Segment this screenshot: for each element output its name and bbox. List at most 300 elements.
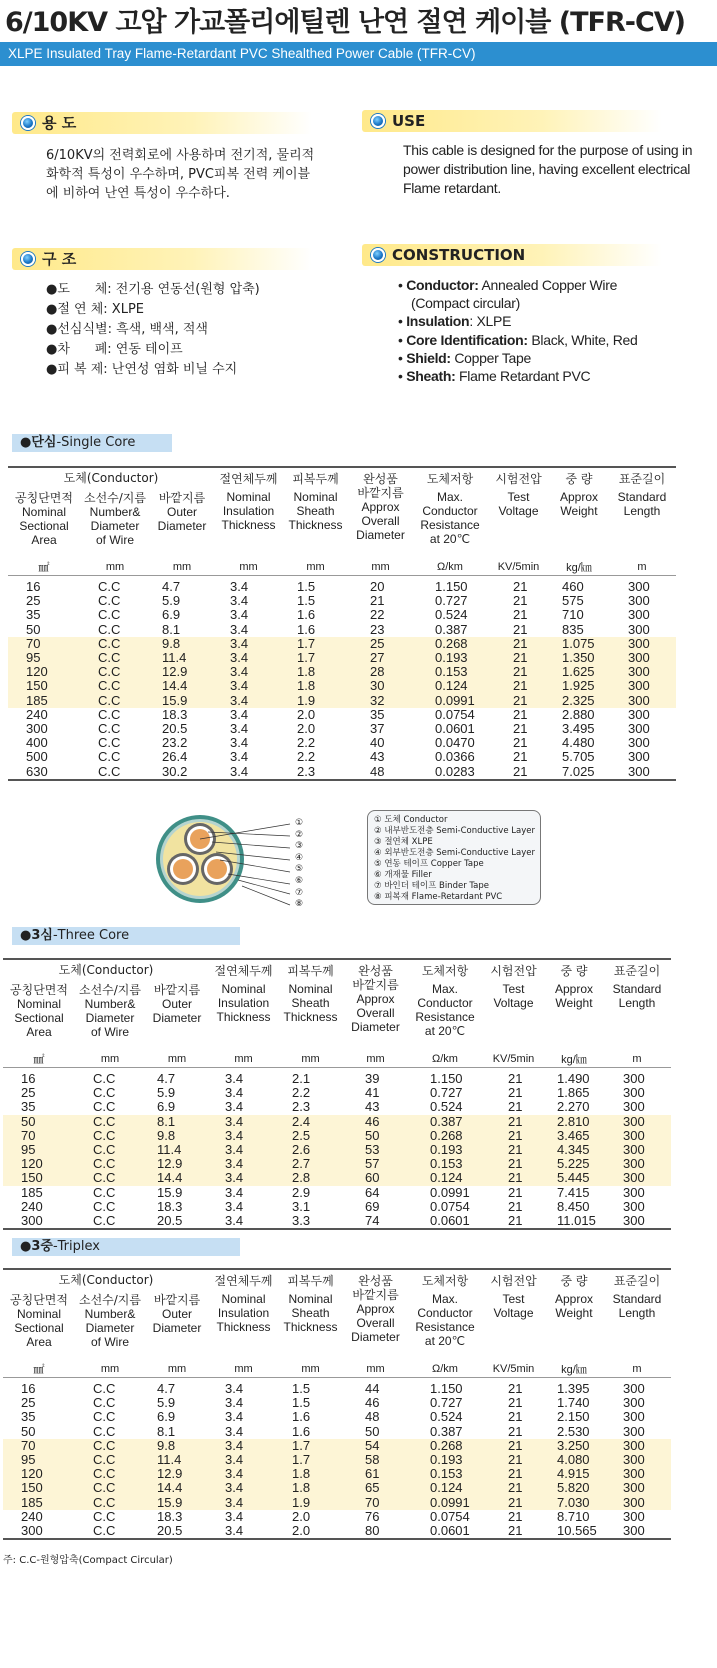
cell-sheath: 1.7 (278, 1453, 343, 1467)
number-label: ③ (295, 841, 304, 852)
unit-cell: mm (278, 1361, 343, 1378)
cell-resistance: 0.524 (435, 607, 468, 623)
cell-voltage: 21 (508, 1071, 523, 1086)
cell-overall-dia: 46 (365, 1395, 380, 1411)
cell-area: 500 (26, 749, 48, 765)
cell-outer-dia: 12.9 (145, 1467, 209, 1481)
cell-sheath: 2.8 (278, 1171, 343, 1185)
bullet-icon: ● (20, 928, 32, 943)
bullet-icon: ● (20, 1239, 32, 1254)
cell-outer-dia: 8.1 (157, 1423, 176, 1439)
header-insulation: 절연체두께 Nominal Insulation Thickness (214, 964, 273, 1024)
cell-resistance: 0.0366 (435, 749, 475, 765)
cell-wire: C.C (75, 1524, 145, 1539)
table-row (3, 1467, 671, 1481)
unit-cell: mm (80, 559, 150, 576)
cell-weight: 1.395 (557, 1381, 590, 1396)
cell-overall-dia: 58 (343, 1453, 408, 1467)
cell-wire: C.C (93, 1381, 116, 1396)
cell-insulation: 3.4 (230, 621, 249, 637)
cell-sheath: 2.0 (297, 721, 316, 737)
cell-resistance: 0.0991 (408, 1496, 482, 1510)
cell-wire: C.C (98, 579, 121, 594)
cell-sheath: 2.7 (278, 1157, 343, 1171)
table-row (3, 1143, 671, 1157)
cell-wire: C.C (80, 665, 150, 679)
unit-cell: mm (150, 559, 214, 576)
cell-area: 185 (21, 1184, 43, 1200)
list-item: ●피 복 제: 난연성 염화 비닐 수지 (46, 362, 238, 377)
cell-resistance: 0.727 (430, 1085, 463, 1101)
cell-area: 150 (3, 1481, 75, 1495)
cell-insulation: 3.4 (230, 749, 249, 765)
cell-length: 300 (603, 1453, 671, 1467)
cell-area: 25 (26, 593, 41, 609)
table-row (8, 765, 676, 780)
header-conductor: 도체(Conductor) (58, 963, 154, 977)
cell-insulation: 3.4 (209, 1115, 278, 1129)
cell-area: 25 (21, 1395, 36, 1411)
cell-resistance: 0.0601 (435, 721, 475, 737)
cell-weight: 4.345 (545, 1143, 603, 1157)
list-item: ●도 체: 전기용 연동선(원형 압축) (46, 282, 260, 297)
table-row (3, 1157, 671, 1171)
cell-overall-dia: 30 (348, 679, 413, 693)
cell-weight: 4.480 (562, 735, 595, 751)
list-item-term: Insulation (406, 313, 470, 330)
cell-overall-dia: 61 (343, 1467, 408, 1481)
table-row (3, 1129, 671, 1143)
cell-outer-dia: 8.1 (162, 621, 181, 637)
cell-weight: 5.705 (562, 749, 595, 765)
header-outer-diameter: 바깥지름 Outer Diameter (152, 983, 202, 1025)
unit-cell: ㎟ (3, 1051, 75, 1068)
cell-insulation: 3.4 (230, 593, 249, 609)
cell-voltage: 21 (482, 1129, 545, 1143)
cell-resistance: 0.124 (413, 679, 487, 693)
cell-overall-dia: 50 (365, 1423, 380, 1439)
cell-sheath: 2.3 (292, 1099, 311, 1115)
table-row (3, 1453, 671, 1467)
cell-voltage: 21 (513, 706, 528, 722)
cell-overall-dia: 43 (365, 1099, 380, 1115)
bullet-circle-icon (21, 116, 35, 130)
table-row (8, 750, 676, 764)
table-row (3, 1100, 671, 1114)
cell-overall-dia: 53 (343, 1143, 408, 1157)
unit-cell: mm (348, 559, 413, 576)
cell-voltage: 21 (508, 1099, 523, 1115)
cell-voltage: 21 (482, 1171, 545, 1185)
cell-voltage: 21 (513, 621, 528, 637)
list-item: • Core Identification: Black, White, Red (398, 331, 638, 348)
cell-overall-dia: 25 (348, 637, 413, 651)
cell-voltage: 21 (487, 637, 550, 651)
cell-weight: 2.810 (545, 1115, 603, 1129)
cell-weight: 3.465 (545, 1129, 603, 1143)
legend-item: ⑥ 개재물 Filler (374, 870, 432, 880)
header-outer-diameter: 바깥지름 Outer Diameter (152, 1293, 202, 1335)
cell-overall-dia: 28 (348, 665, 413, 679)
text-line: power distribution line, having excellent electrical (403, 161, 691, 177)
cell-length: 300 (628, 621, 650, 637)
cell-outer-dia: 9.8 (150, 637, 214, 651)
use-en-text (403, 141, 692, 198)
cell-insulation: 3.4 (230, 706, 249, 722)
cell-outer-dia: 6.9 (162, 607, 181, 623)
cell-voltage: 21 (482, 1157, 545, 1171)
cell-weight: 7.030 (545, 1496, 603, 1510)
cell-wire: C.C (98, 621, 121, 637)
cell-sheath: 1.8 (283, 679, 348, 693)
cell-weight: 575 (562, 593, 584, 609)
cell-resistance: 1.150 (430, 1071, 463, 1086)
cell-weight: 4.915 (545, 1467, 603, 1481)
cell-length: 300 (603, 1115, 671, 1129)
header-insulation: 절연체두께 Nominal Insulation Thickness (214, 1274, 273, 1334)
cell-area: 150 (8, 679, 80, 693)
page-title: 6/10KV 고압 가교폴리에틸렌 난연 절연 케이블 (TFR-CV) (5, 7, 685, 38)
cell-voltage: 21 (513, 593, 528, 609)
header-wire: 소선수/지름 Number& Diameter of Wire (83, 491, 146, 547)
cell-sheath: 1.5 (297, 579, 316, 594)
cell-sheath: 1.7 (278, 1439, 343, 1453)
cell-resistance: 0.727 (430, 1395, 463, 1411)
triplex-label (12, 1238, 240, 1256)
unit-cell: mm (209, 1051, 278, 1068)
cell-sheath: 2.2 (297, 735, 316, 751)
cell-area: 240 (21, 1198, 43, 1214)
list-item: ●선심식별: 흑색, 백색, 적색 (46, 322, 208, 337)
cell-resistance: 1.150 (430, 1381, 463, 1396)
table-row (3, 1186, 671, 1200)
cell-resistance: 0.387 (408, 1115, 482, 1129)
cell-area: 630 (8, 765, 80, 780)
list-item-term: Core Identification: (406, 331, 528, 348)
cell-resistance: 0.524 (430, 1409, 463, 1425)
table-row (3, 1439, 671, 1453)
triplex-table (3, 1268, 671, 1540)
cell-outer-dia: 15.9 (150, 694, 214, 708)
cell-voltage: 21 (513, 579, 528, 594)
cell-insulation: 3.4 (209, 1143, 278, 1157)
use-ko-text (46, 146, 314, 203)
bullet-circle-icon (371, 248, 385, 262)
cell-area: 95 (8, 651, 80, 665)
legend-item: ⑤ 연동 테이프 Copper Tape (374, 859, 484, 869)
cell-sheath: 1.6 (292, 1423, 311, 1439)
cell-weight: 1.350 (550, 651, 608, 665)
cell-area: 50 (21, 1423, 36, 1439)
header-weight: 중 량 Approx Weight (554, 1274, 594, 1320)
cell-insulation: 3.4 (214, 637, 283, 651)
cell-area: 240 (26, 706, 48, 722)
legend-item: ④ 외부반도전층 Semi-Conductive Layer (374, 848, 535, 858)
header-resistance: 도체저항 Max. Conductor Resistance at 20℃ (415, 964, 475, 1038)
unit-cell: mm (343, 1051, 408, 1068)
cell-weight: 5.225 (545, 1157, 603, 1171)
header-length: 표준길이 Standard Length (617, 472, 667, 518)
cell-area: 16 (26, 579, 41, 594)
header-sheath: 피복두께 Nominal Sheath Thickness (283, 1274, 338, 1334)
cell-weight: 3.250 (545, 1439, 603, 1453)
bullet-icon: ● (20, 435, 32, 450)
cell-overall-dia: 20 (370, 579, 385, 594)
header-sectional-area: 공칭단면적 Nominal Sectional Area (15, 491, 73, 547)
table-row (8, 576, 676, 595)
cell-length: 300 (623, 1409, 645, 1425)
cell-length: 300 (623, 1395, 645, 1411)
cell-resistance: 0.0991 (413, 694, 487, 708)
section-construction-en-heading (362, 244, 662, 266)
unit-cell: mm (75, 1051, 145, 1068)
cell-area: 50 (26, 621, 41, 637)
cell-insulation: 3.4 (225, 1071, 244, 1086)
cell-outer-dia: 11.4 (145, 1143, 209, 1157)
unit-cell: Ω/km (408, 1361, 482, 1378)
cell-wire: C.C (93, 1184, 116, 1200)
cell-overall-dia: 57 (343, 1157, 408, 1171)
unit-cell: kg/㎞ (545, 1051, 603, 1068)
legend-item: ③ 절연체 XLPE (374, 837, 433, 847)
cell-outer-dia: 20.5 (145, 1524, 209, 1539)
cell-sheath: 1.7 (283, 637, 348, 651)
cell-wire: C.C (93, 1085, 116, 1101)
cell-resistance: 0.387 (435, 621, 468, 637)
cell-voltage: 21 (482, 1143, 545, 1157)
cell-area: 185 (3, 1496, 75, 1510)
unit-cell: mm (214, 559, 283, 576)
header-sheath: 피복두께 Nominal Sheath Thickness (283, 964, 338, 1024)
cell-overall-dia: 27 (348, 651, 413, 665)
cell-sheath: 1.9 (283, 694, 348, 708)
cell-length: 300 (608, 765, 676, 780)
cell-weight: 835 (562, 621, 584, 637)
cell-insulation: 3.4 (225, 1184, 244, 1200)
cell-wire: C.C (93, 1198, 116, 1214)
cell-resistance: 0.387 (430, 1423, 463, 1439)
cell-resistance: 0.124 (408, 1481, 482, 1495)
cell-wire: C.C (75, 1496, 145, 1510)
unit-cell: mm (209, 1361, 278, 1378)
cell-outer-dia: 8.1 (145, 1115, 209, 1129)
cell-resistance: 0.268 (408, 1129, 482, 1143)
cell-sheath: 1.8 (278, 1481, 343, 1495)
list-item: ●절 연 체: XLPE (46, 302, 144, 317)
cell-insulation: 3.4 (225, 1381, 244, 1396)
cell-length: 300 (628, 735, 650, 751)
cell-outer-dia: 20.5 (145, 1214, 209, 1229)
unit-cell: mm (145, 1361, 209, 1378)
cell-wire: C.C (75, 1129, 145, 1143)
cell-weight: 2.150 (557, 1409, 590, 1425)
list-item-value: : XLPE (469, 313, 512, 330)
label-ko: 단심 (31, 435, 57, 450)
cell-wire: C.C (98, 706, 121, 722)
cell-resistance: 0.0754 (430, 1198, 470, 1214)
cell-outer-dia: 4.7 (162, 579, 181, 594)
cell-resistance: 1.150 (435, 579, 468, 594)
cell-area: 95 (3, 1453, 75, 1467)
cell-voltage: 21 (482, 1524, 545, 1539)
cell-outer-dia: 14.4 (145, 1481, 209, 1495)
cell-length: 300 (628, 593, 650, 609)
cell-voltage: 21 (487, 679, 550, 693)
cell-sheath: 2.3 (283, 765, 348, 780)
cell-outer-dia: 14.4 (150, 679, 214, 693)
cell-wire: C.C (80, 694, 150, 708)
cell-sheath: 1.7 (283, 651, 348, 665)
cell-overall-dia: 70 (343, 1496, 408, 1510)
cell-area: 70 (3, 1129, 75, 1143)
cell-voltage: 21 (487, 665, 550, 679)
table-row (3, 1510, 671, 1524)
cell-weight: 1.740 (557, 1395, 590, 1411)
cell-length: 300 (628, 721, 650, 737)
cell-length: 300 (608, 637, 676, 651)
page-subtitle: XLPE Insulated Tray Flame-Retardant PVC Shealthed Power Cable (TFR-CV) (0, 42, 717, 66)
cell-sheath: 1.8 (278, 1467, 343, 1481)
cell-voltage: 21 (508, 1423, 523, 1439)
text-line: 에 비하여 난연 특성이 우수하다. (46, 186, 230, 201)
header-resistance: 도체저항 Max. Conductor Resistance at 20℃ (415, 1274, 475, 1348)
header-conductor: 도체(Conductor) (63, 471, 159, 485)
cell-resistance: 0.193 (413, 651, 487, 665)
cell-sheath: 1.5 (292, 1381, 311, 1396)
cell-outer-dia: 4.7 (157, 1381, 176, 1396)
list-item-value: Copper Tape (450, 349, 531, 366)
unit-cell: m (603, 1361, 671, 1378)
single-core-table (8, 466, 676, 781)
cell-weight: 7.025 (550, 765, 608, 780)
text-line: 화학적 특성이 우수하며, PVC피복 전력 케이블 (46, 167, 311, 182)
section-title: USE (392, 112, 426, 130)
construction-en-list (398, 276, 638, 385)
number-label: ⑧ (295, 899, 304, 910)
cell-voltage: 21 (482, 1467, 545, 1481)
cell-weight: 1.490 (557, 1071, 590, 1086)
cell-weight: 5.445 (545, 1171, 603, 1185)
list-item: • Insulation: XLPE (398, 313, 512, 330)
list-item: • Sheath: Flame Retardant PVC (398, 368, 591, 385)
cell-length: 300 (603, 1214, 671, 1229)
cell-insulation: 3.4 (209, 1453, 278, 1467)
table-row (3, 1115, 671, 1129)
cell-overall-dia: 48 (365, 1409, 380, 1425)
header-resistance: 도체저항 Max. Conductor Resistance at 20℃ (420, 472, 480, 546)
cell-insulation: 3.4 (209, 1467, 278, 1481)
cell-voltage: 21 (513, 749, 528, 765)
list-item: • Shield: Copper Tape (398, 349, 531, 366)
cell-overall-dia: 40 (370, 735, 385, 751)
cell-length: 300 (603, 1481, 671, 1495)
cell-resistance: 0.0754 (435, 706, 475, 722)
cell-sheath: 2.4 (278, 1115, 343, 1129)
cell-area: 35 (21, 1409, 36, 1425)
cell-outer-dia: 5.9 (157, 1395, 176, 1411)
cell-insulation: 3.4 (214, 665, 283, 679)
core-left (167, 853, 199, 885)
cell-outer-dia: 18.3 (157, 1508, 183, 1524)
header-insulation: 절연체두께 Nominal Insulation Thickness (219, 472, 278, 532)
cell-overall-dia: 54 (343, 1439, 408, 1453)
cell-area: 16 (21, 1381, 36, 1396)
cell-insulation: 3.4 (230, 735, 249, 751)
unit-cell: mm (145, 1051, 209, 1068)
cell-area: 25 (21, 1085, 36, 1101)
three-core-label (12, 927, 240, 945)
cell-resistance: 0.0283 (413, 765, 487, 780)
cell-resistance: 0.0601 (408, 1214, 482, 1229)
cell-voltage: 21 (482, 1453, 545, 1467)
legend-item: ⑦ 바인더 테이프 Binder Tape (374, 881, 490, 891)
label-ko: 3중 (31, 1239, 53, 1254)
cell-weight: 2.270 (557, 1099, 590, 1115)
cell-insulation: 3.4 (225, 1395, 244, 1411)
cell-length: 300 (603, 1171, 671, 1185)
cell-voltage: 21 (487, 765, 550, 780)
cell-length: 300 (603, 1143, 671, 1157)
cell-resistance: 0.0991 (430, 1184, 470, 1200)
cell-area: 70 (3, 1439, 75, 1453)
unit-cell: ㎟ (8, 559, 80, 576)
number-label: ② (295, 829, 304, 840)
core-right (201, 853, 233, 885)
number-label: ⑦ (295, 887, 304, 898)
cell-outer-dia: 15.9 (145, 1496, 209, 1510)
cell-length: 300 (623, 1508, 645, 1524)
cell-overall-dia: 48 (348, 765, 413, 780)
cell-length: 300 (608, 694, 676, 708)
cell-length: 300 (608, 665, 676, 679)
list-item-value: Annealed Copper Wire (478, 277, 618, 293)
cell-wire: C.C (93, 1508, 116, 1524)
table-row (8, 722, 676, 736)
table-row (3, 1396, 671, 1410)
footnote: 주: C.C-원형압축(Compact Circular) (3, 1555, 173, 1566)
cell-sheath: 2.0 (292, 1508, 311, 1524)
list-item-term: Conductor: (406, 277, 479, 293)
cell-overall-dia: 80 (343, 1524, 408, 1539)
cell-area: 240 (21, 1508, 43, 1524)
cell-length: 300 (623, 1085, 645, 1101)
cell-voltage: 21 (482, 1214, 545, 1229)
cell-length: 300 (623, 1099, 645, 1115)
cell-length: 300 (603, 1439, 671, 1453)
table-row (3, 1410, 671, 1424)
cell-overall-dia: 43 (370, 749, 385, 765)
cell-area: 300 (3, 1524, 75, 1539)
table-row (8, 594, 676, 608)
cell-resistance: 0.193 (408, 1143, 482, 1157)
cell-sheath: 3.3 (278, 1214, 343, 1229)
cell-outer-dia: 6.9 (157, 1409, 176, 1425)
header-weight: 중 량 Approx Weight (559, 472, 599, 518)
cell-weight: 7.415 (557, 1184, 590, 1200)
table-row (8, 694, 676, 708)
legend-item: ① 도체 Conductor (374, 815, 448, 825)
cell-resistance: 0.124 (408, 1171, 482, 1185)
header-weight: 중 량 Approx Weight (554, 964, 594, 1010)
header-test-voltage: 시험전압 Test Voltage (490, 1274, 537, 1320)
cell-insulation: 3.4 (209, 1496, 278, 1510)
cell-overall-dia: 21 (370, 593, 385, 609)
cell-overall-dia: 23 (370, 621, 385, 637)
cell-resistance: 0.0601 (408, 1524, 482, 1539)
cell-weight: 460 (562, 579, 584, 594)
cell-outer-dia: 26.4 (162, 749, 188, 765)
cell-weight: 1.925 (550, 679, 608, 693)
